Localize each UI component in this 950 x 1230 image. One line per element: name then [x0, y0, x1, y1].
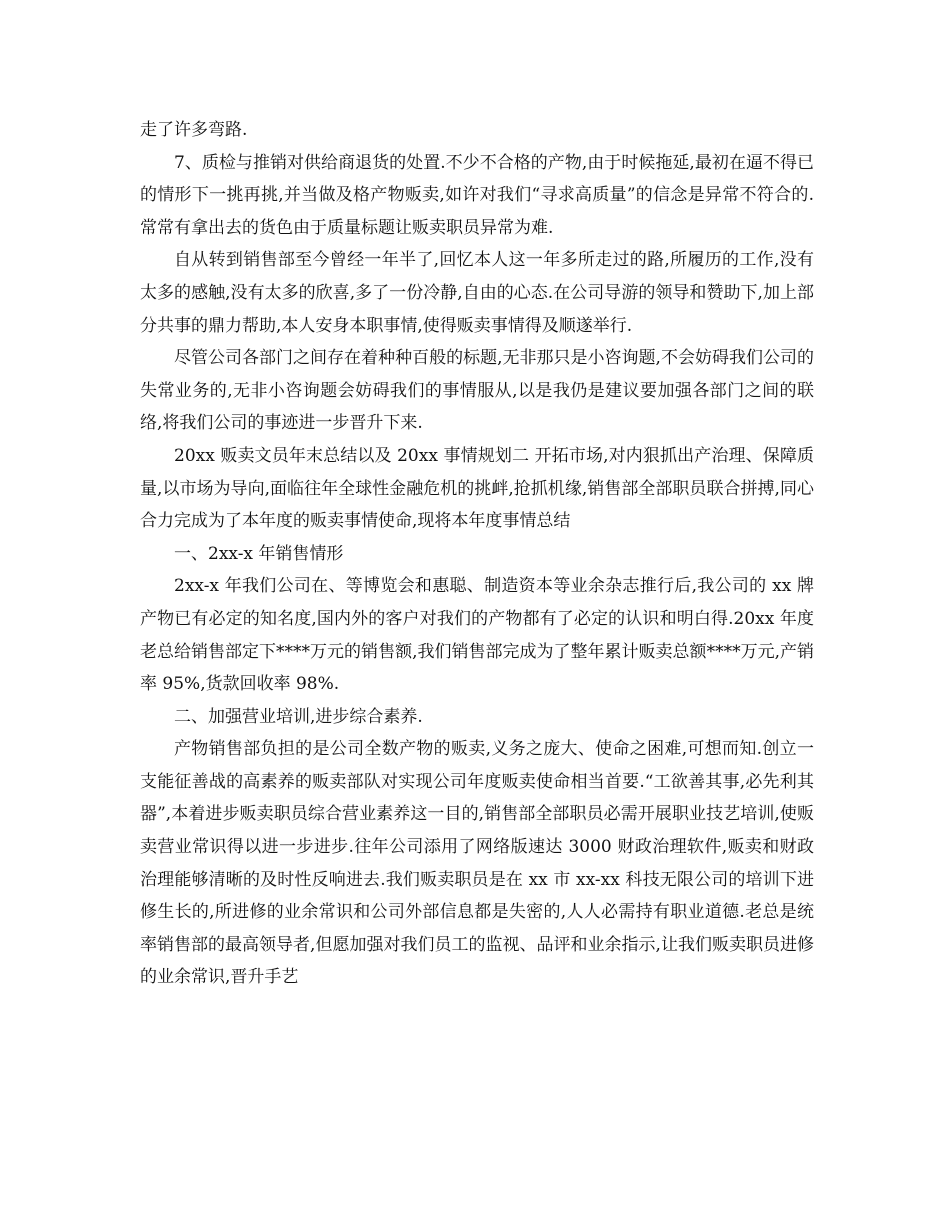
document-body — [140, 114, 814, 994]
paragraph-2: 7、质检与推销对供给商退货的处置.不少不合格的产物,由于时候拖延,最初在逼不得已的情形下一挑再挑,并当做及格产物贩卖,如许对我们“寻求高质量”的信念是异常不符合的.常常有拿出去的货色由于质量标题让贩卖职员异常为难. — [140, 152, 814, 238]
section-heading-2: 二、加强营业培训,进步综合素养. — [174, 706, 423, 727]
paragraph-1: 走了许多弯路. — [140, 120, 248, 140]
paragraph-9: 产物销售部负担的是公司全数产物的贩卖,义务之庞大、使命之困难,可想而知.创立一支能征善战的高素养的贩卖部队对实现公司年度贩卖使命相当首要.“工欲善其事,必先利其器”,本着进步贩卖职员综合营业素养这一目的,销售部全部职员必需开展职业技艺培训,使贩卖营业常识得以进一步进步.往年公司添用了网络版速达 3000 财政治理软件,贩卖和财政治理能够清晰的及时性反响进去.我们贩卖职员是在 xx 市 xx-xx 科技无限公司的培训下进修生长的,所进修的业余常识和公司外部信息都是失密的,人人必需持有职业道德.老总是统率销售部的最高领导者,但愿加强对我们员工的监视、品评和业余指示,让我们贩卖职员进修的业余常识,晋升手艺 — [140, 739, 814, 988]
section-heading-1: 一、2xx-x 年销售情形 — [174, 543, 344, 564]
paragraph-3: 自从转到销售部至今曾经一年半了,回忆本人这一年多所走过的路,所履历的工作,没有太多的感触,没有太多的欣喜,多了一份冷静,自由的心态.在公司导游的领导和赞助下,加上部分共事的鼎力帮助,本人安身本职事情,使得贩卖事情得及顺遂举行. — [140, 250, 814, 336]
paragraph-7: 2xx-x 年我们公司在、等博览会和惠聪、制造资本等业余杂志推行后,我公司的 xx 牌产物已有必定的知名度,国内外的客户对我们的产物都有了必定的认识和明白得.20xx 年度老总给销售部定下****万元的销售额,我们销售部完成为了整年累计贩卖总额****万元,产销率 95%,货款回收率 98%. — [140, 576, 814, 695]
paragraph-4: 尽管公司各部门之间存在着种种百般的标题,无非那只是小咨询题,不会妨碍我们公司的失常业务的,无非小咨询题会妨碍我们的事情服从,以是我仍是建议要加强各部门之间的联络,将我们公司的事迹进一步晋升下来. — [140, 348, 814, 434]
paragraph-5: 20xx 贩卖文员年末总结以及 20xx 事情规划二 开拓市场,对内狠抓出产治理、保障质量,以市场为导向,面临往年全球性金融危机的挑衅,抢抓机缘,销售部全部职员联合拼搏,同心合力完成为了本年度的贩卖事情使命,现将本年度事情总结 — [140, 445, 814, 532]
